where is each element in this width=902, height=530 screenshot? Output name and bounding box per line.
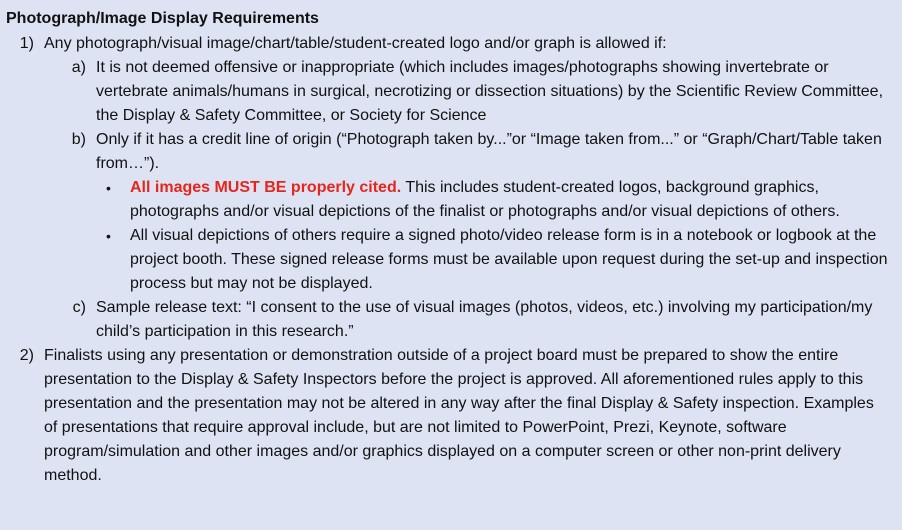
- list-item-1a: [6, 56, 902, 128]
- item-text: Sample release text: “I consent to the use of visual images (photos, videos, etc.) involving my participation/my child’s participation in this research.”: [96, 299, 873, 340]
- item-letter: a): [71, 59, 86, 76]
- bullet-text: [130, 176, 902, 224]
- section-title: Photograph/Image Display Requirements: [6, 10, 319, 27]
- bullet-item-1: [6, 176, 902, 224]
- bullet-icon: •: [106, 180, 111, 196]
- item-text: It is not deemed offensive or inappropriate (which includes images/photographs showing invertebrate or vertebrate animals/humans in surgical, necrotizing or dissection situations) by the Scientific Review Committee, the Display & Safety Committee, or Society for Science: [96, 59, 884, 124]
- bullet-icon: •: [106, 228, 111, 244]
- bullet-text: All visual depictions of others require a signed photo/video release form is in a notebook or logbook at the project booth. These signed release forms must be available upon request during the set-up and inspection process but may not be displayed.: [130, 227, 888, 292]
- item-text: Finalists using any presentation or demonstration outside of a project board must be prepared to show the entire presentation to the Display & Safety Inspectors before the project is approved. All aforementioned rules apply to this presentation and the presentation may not be altered in any way after the final Display & Safety inspection. Examples of presentations that require approval include, but are not limited to PowerPoint, Prezi, Keynote, software program/simulation and other images and/or graphics displayed on a computer screen or other non-print delivery method.: [44, 347, 874, 484]
- bullet-item-2: [6, 224, 902, 296]
- item-letter: b): [71, 131, 86, 148]
- item-text: Any photograph/visual image/chart/table/student-created logo and/or graph is allowed if:: [44, 35, 667, 52]
- list-item-1: [6, 32, 902, 56]
- item-text: Only if it has a credit line of origin (“Photograph taken by...”or “Image taken from...” or “Graph/Chart/Table taken from…”).: [96, 131, 882, 172]
- list-item-2: [6, 344, 902, 488]
- list-item-1b: [6, 128, 902, 176]
- item-number: 1): [19, 35, 34, 52]
- bullet-body: This includes student-created logos, background graphics, photographs and/or visual depictions of the finalist or photographs and/or visual depictions of others.: [130, 179, 840, 220]
- list-item-1c: [6, 296, 902, 344]
- item-number: 2): [19, 347, 34, 364]
- emphasis-text: All images MUST BE properly cited.: [130, 179, 402, 196]
- item-letter: c): [72, 299, 86, 316]
